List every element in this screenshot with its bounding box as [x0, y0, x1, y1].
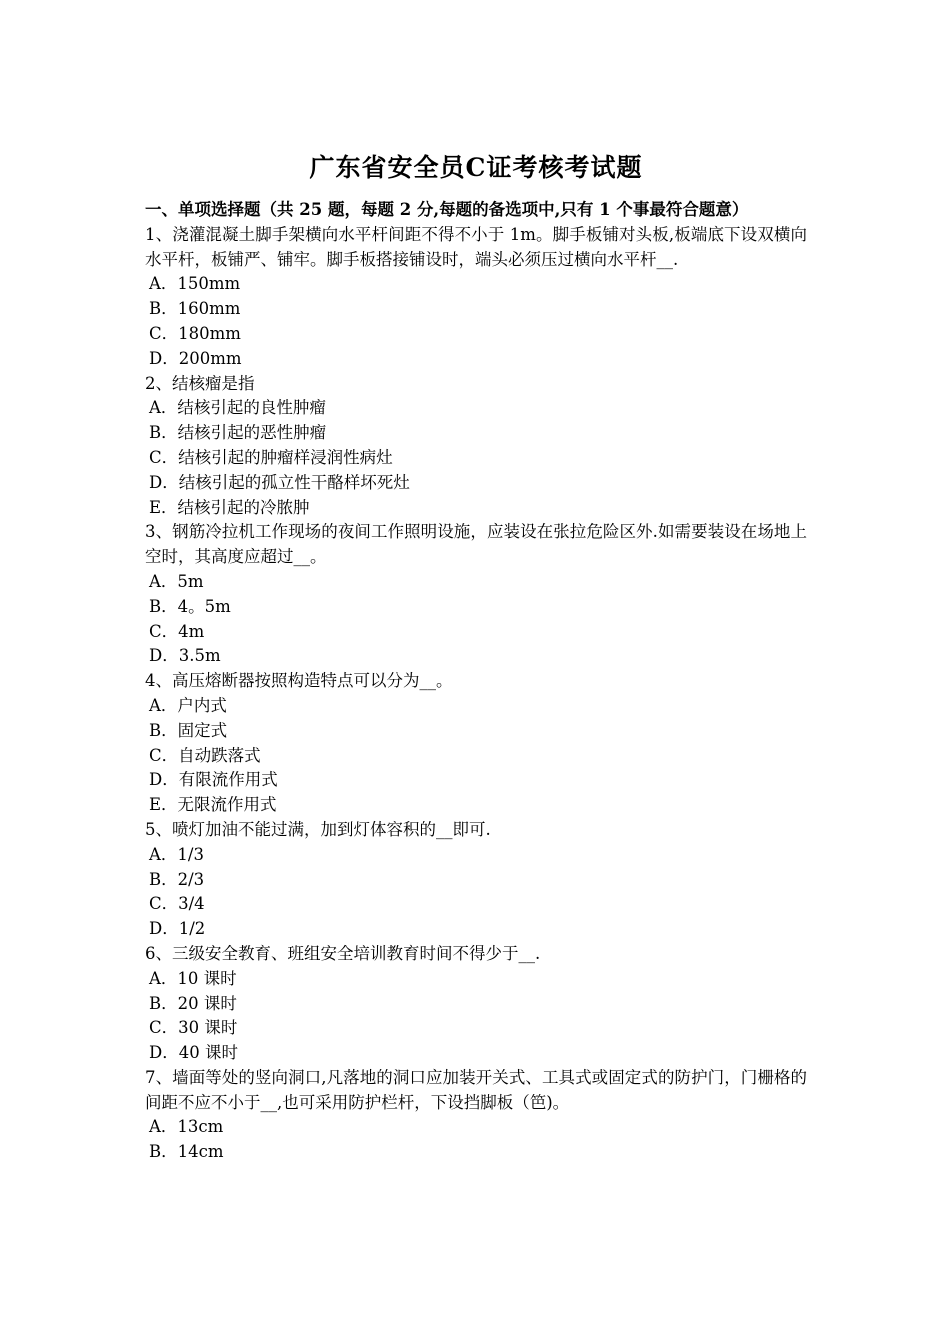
question-stem: 6、三级安全教育、班组安全培训教育时间不得少于__. [145, 943, 541, 963]
answer-option: A．1/3 [149, 844, 204, 864]
answer-option: D．3.5m [149, 646, 221, 666]
answer-option: D．200mm [149, 348, 242, 368]
answer-option: B．14cm [149, 1142, 224, 1162]
question-stem: 1、浇灌混凝土脚手架横向水平杆间距不得不小于 1m。脚手板铺对头板,板端底下设双横向水平杆，板铺严、铺牢。脚手板搭接铺设时，端头必须压过横向水平杆__. [145, 224, 807, 269]
question-stem: 7、墙面等处的竖向洞口,凡落地的洞口应加装开关式、工具式或固定式的防护门，门栅格的间距不应不小于__,也可采用防护栏杆，下设挡脚板（笆)。 [145, 1067, 807, 1112]
question-block [145, 942, 807, 1066]
answer-option: C．3/4 [149, 894, 205, 914]
document-page [145, 148, 807, 1165]
answer-option: D．结核引起的孤立性干酪样坏死灶 [149, 472, 410, 492]
document-title: 广东省安全员C证考核考试题 [309, 153, 643, 182]
question-stem: 4、高压熔断器按照构造特点可以分为__。 [145, 671, 453, 691]
answer-option: A．户内式 [149, 695, 227, 715]
answer-option: A．结核引起的良性肿瘤 [149, 398, 326, 418]
question-block [145, 669, 807, 818]
question-stem: 2、结核瘤是指 [145, 373, 255, 393]
answer-option: C．自动跌落式 [149, 745, 261, 765]
answer-option: C．4m [149, 621, 205, 641]
answer-option: E．结核引起的冷脓肿 [149, 497, 310, 517]
question-block [145, 818, 807, 942]
question-block [145, 223, 807, 372]
question-block [145, 1066, 807, 1165]
question-block [145, 372, 807, 521]
answer-option: B．结核引起的恶性肿瘤 [149, 423, 327, 443]
answer-option: B．20 课时 [149, 993, 237, 1013]
answer-option: B．固定式 [149, 720, 228, 740]
answer-option: C．结核引起的肿瘤样浸润性病灶 [149, 447, 393, 467]
question-stem: 3、钢筋冷拉机工作现场的夜间工作照明设施，应装设在张拉危险区外.如需要装设在场地上空时，其高度应超过__。 [145, 522, 807, 567]
answer-option: A．13cm [149, 1117, 224, 1137]
answer-option: B．4。5m [149, 596, 231, 616]
answer-option: D．1/2 [149, 919, 206, 939]
answer-option: A．150mm [149, 274, 241, 294]
question-stem: 5、喷灯加油不能过满，加到灯体容积的__即可. [145, 819, 491, 839]
section-heading: 一、单项选择题（共 25 题，每题 2 分,每题的备选项中,只有 1 个事最符合题意） [145, 200, 749, 219]
answer-option: A．10 课时 [149, 968, 237, 988]
answer-option: A．5m [149, 571, 204, 591]
answer-option: B．160mm [149, 299, 241, 319]
answer-option: D．40 课时 [149, 1043, 238, 1063]
question-block [145, 520, 807, 669]
answer-option: C．30 课时 [149, 1018, 238, 1038]
question-list [145, 223, 807, 1165]
answer-option: C．180mm [149, 323, 241, 343]
answer-option: B．2/3 [149, 869, 205, 889]
answer-option: E．无限流作用式 [149, 795, 277, 815]
answer-option: D．有限流作用式 [149, 770, 278, 790]
